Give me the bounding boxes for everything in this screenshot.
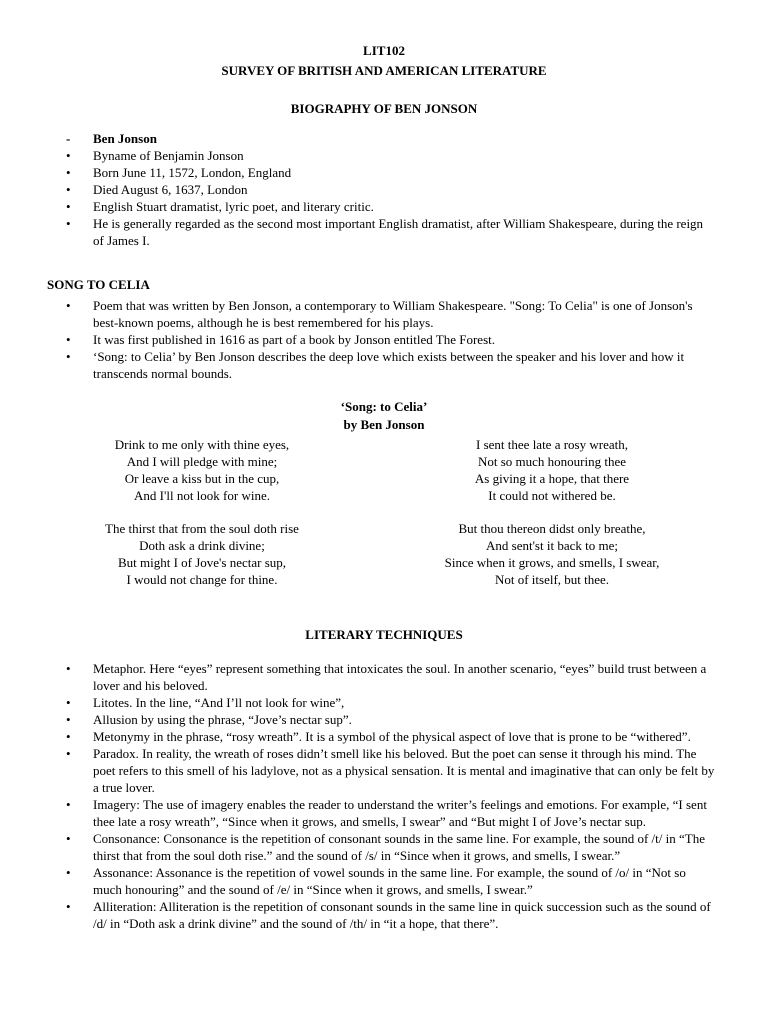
course-code: LIT102 (363, 43, 405, 58)
list-item-text: Paradox. In reality, the wreath of roses didn’t smell like his beloved. But the poet can sense it through his mind. The poet refers to this smell of his ladylove, not as a physical sensation. It is mental and imaginative that can only be felt by a true lover. (93, 746, 715, 795)
list-item (66, 348, 716, 382)
list-item (66, 147, 716, 164)
poem-line: Drink to me only with thine eyes, (114, 437, 290, 452)
list-item-text: Ben Jonson (93, 131, 157, 146)
poem-line: But might I of Jove's nectar sup, (117, 555, 287, 570)
bullet-icon: • (66, 165, 71, 180)
bullet-icon: • (66, 712, 71, 727)
list-item (66, 898, 716, 932)
poem-line: Or leave a kiss but in the cup, (124, 471, 280, 486)
list-item (66, 215, 716, 249)
bullet-icon: • (66, 199, 71, 214)
bullet-icon: • (66, 298, 71, 313)
poem-line: And sent'st it back to me; (486, 538, 618, 553)
list-item-text: It was first published in 1616 as part of a book by Jonson entitled The Forest. (93, 332, 495, 347)
list-item-text: Alliteration: Alliteration is the repetition of consonant sounds in the same line in quick succession such as the sound of /d/ in “Doth ask a drink divine” and the sound of /th/ in “it a hope, that there”. (93, 899, 711, 931)
list-item (66, 694, 716, 711)
poem-line: Doth ask a drink divine; (139, 538, 265, 553)
list-item (66, 728, 716, 745)
poem-title: ‘Song: to Celia’ (340, 399, 428, 414)
poem-line: I would not change for thine. (126, 572, 278, 587)
list-item (66, 297, 716, 331)
list-item-text: Byname of Benjamin Jonson (93, 148, 244, 163)
list-item (66, 164, 716, 181)
bullet-icon: • (66, 746, 71, 761)
bullet-icon: • (66, 729, 71, 744)
bullet-icon: • (66, 216, 71, 231)
list-item (66, 331, 716, 348)
list-item-text: Imagery: The use of imagery enables the reader to understand the writer’s feelings and emotions. For example, “I sent thee late a rosy wreath”, “Since when it grows, and smells, I swear” and “But might I of Jove’s nectar sup. (93, 797, 707, 829)
list-item-text: ‘Song: to Celia’ by Ben Jonson describes the deep love which exists between the speaker and his lover and how it transcends normal bounds. (93, 349, 685, 381)
list-item-text: English Stuart dramatist, lyric poet, and literary critic. (93, 199, 374, 214)
list-item (66, 864, 716, 898)
bullet-icon: • (66, 865, 71, 880)
bullet-icon: • (66, 831, 71, 846)
poem-line: The thirst that from the soul doth rise (105, 521, 299, 536)
list-item-text: Born June 11, 1572, London, England (93, 165, 292, 180)
biography-heading: BIOGRAPHY OF BEN JONSON (290, 101, 478, 116)
list-item-text: Allusion by using the phrase, “Jove’s nectar sup”. (93, 712, 352, 727)
list-item-text: Died August 6, 1637, London (93, 182, 248, 197)
list-item (66, 198, 716, 215)
poem-stanza (392, 520, 712, 588)
poem-line: Not of itself, but thee. (494, 572, 610, 587)
dash-bullet: - (66, 131, 71, 146)
poem-line: Since when it grows, and smells, I swear, (444, 555, 660, 570)
poem-line: I sent thee late a rosy wreath, (476, 437, 628, 452)
bullet-icon: • (66, 797, 71, 812)
bullet-icon: • (66, 148, 71, 163)
song-section-list (66, 297, 716, 382)
list-item (66, 711, 716, 728)
song-section-heading: SONG TO CELIA (47, 277, 150, 292)
poem-stanza (392, 436, 712, 504)
list-item (66, 745, 716, 796)
poem-line: As giving it a hope, that there (474, 471, 630, 486)
poem-line: And I'll not look for wine. (134, 488, 270, 503)
poem-line: But thou thereon didst only breathe, (458, 521, 646, 536)
bullet-icon: • (66, 695, 71, 710)
poem-right-column (392, 436, 712, 604)
list-item (66, 796, 716, 830)
list-item-text: Metaphor. Here “eyes” represent something that intoxicates the soul. In another scenario, “eyes” build trust between a lover and his beloved. (93, 661, 707, 693)
course-title: SURVEY OF BRITISH AND AMERICAN LITERATURE (221, 63, 547, 78)
biography-list (66, 130, 716, 249)
list-item-text: Litotes. In the line, “And I’ll not look for wine”, (93, 695, 345, 710)
techniques-list (66, 660, 716, 932)
list-item (66, 130, 716, 147)
techniques-heading: LITERARY TECHNIQUES (305, 627, 463, 642)
poem-stanza (42, 520, 362, 588)
poem-line: It could not withered be. (488, 488, 616, 503)
bullet-icon: • (66, 661, 71, 676)
bullet-icon: • (66, 182, 71, 197)
list-item-text: Assonance: Assonance is the repetition of vowel sounds in the same line. For example, the sound of /o/ in “Not so much honouring” and the sound of /e/ in “Since when it grows, and smells, I swear.” (93, 865, 686, 897)
bullet-icon: • (66, 899, 71, 914)
poem-line: Not so much honouring thee (477, 454, 627, 469)
poem-line: And I will pledge with mine; (126, 454, 278, 469)
list-item-text: Consonance: Consonance is the repetition of consonant sounds in the same line. For example, the sound of /t/ in “The thirst that from the soul doth rise.” and the sound of /s/ in “Since when it grows, and smells, I swear.” (93, 831, 705, 863)
poem-stanza (42, 436, 362, 504)
bullet-icon: • (66, 332, 71, 347)
list-item-text: Poem that was written by Ben Jonson, a contemporary to William Shakespeare. "Song: To Celia" is one of Jonson's best-known poems, although he is best remembered for his plays. (93, 298, 693, 330)
poem-byline: by Ben Jonson (343, 417, 425, 432)
poem-left-column (42, 436, 362, 604)
list-item-text: Metonymy in the phrase, “rosy wreath”. It is a symbol of the physical aspect of love that is prone to be “withered”. (93, 729, 691, 744)
bullet-icon: • (66, 349, 71, 364)
list-item (66, 830, 716, 864)
list-item-text: He is generally regarded as the second most important English dramatist, after William Shakespeare, during the reign of James I. (93, 216, 704, 248)
list-item (66, 660, 716, 694)
list-item (66, 181, 716, 198)
